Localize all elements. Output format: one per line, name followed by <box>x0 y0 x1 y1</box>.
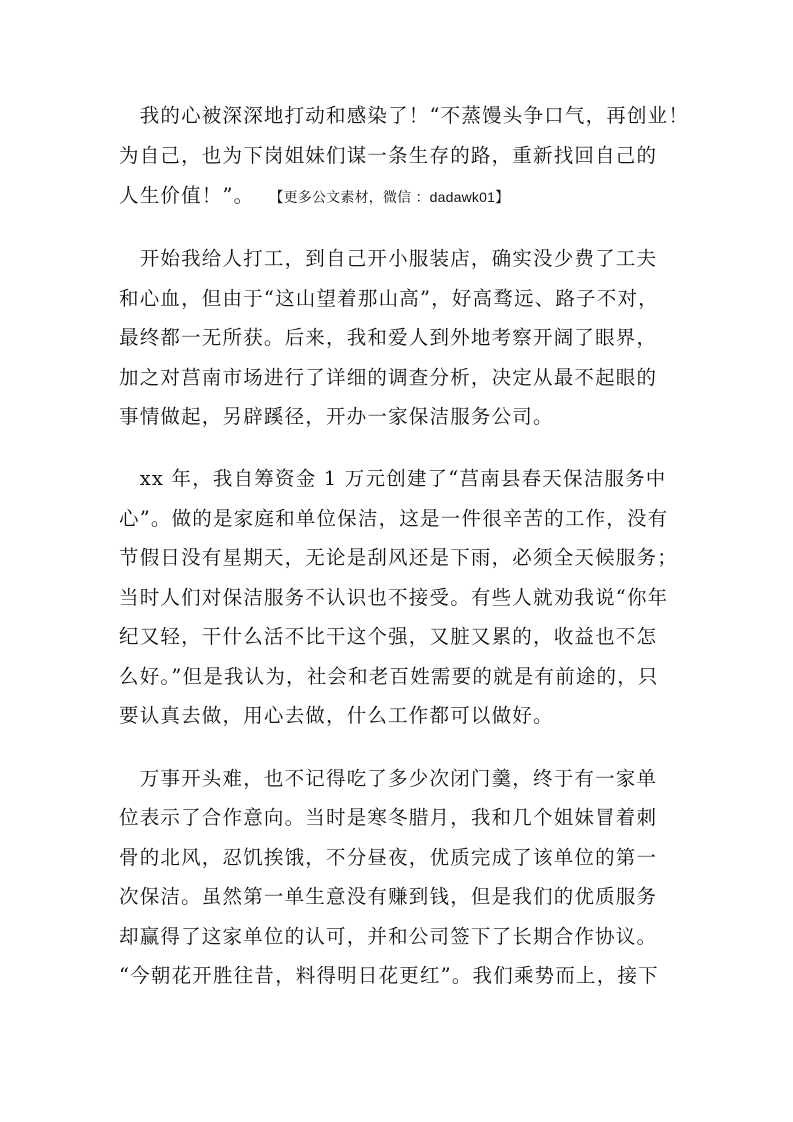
paragraph-2-line-1: 开始我给人打工，到自己开小服装店，确实没少费了工夫 <box>119 247 658 270</box>
paragraph-4-line-1: 万事开头难，也不记得吃了多少次闭门羹，终于有一家单 <box>119 767 658 790</box>
paragraph-3-line-4: 当时人们对保洁服务不认识也不接受。有些人就劝我说“你年 <box>119 586 669 609</box>
paragraph-2-line-2: 和心血，但由于“这山望着那山高”，好高骛远、路子不对， <box>119 287 659 310</box>
paragraph-3-line-6: 么好。”但是我认为，社会和老百姓需要的就是有前途的，只 <box>119 665 659 688</box>
paragraph-1-line-3-text: 人生价值！”。 <box>119 184 255 207</box>
paragraph-3-line-1: xx 年，我自筹资金 1 万元创建了“莒南县春天保洁服务中 <box>119 467 667 490</box>
paragraph-2-line-4: 加之对莒南市场进行了详细的调查分析，决定从最不起眼的 <box>119 366 658 389</box>
paragraph-2-line-5: 事情做起，另辟蹊径，开办一家保洁服务公司。 <box>119 405 554 428</box>
paragraph-1-line-1: 我的心被深深地打动和感染了！“不蒸馒头争口气，再创业！ <box>119 104 690 127</box>
paragraph-3-line-2: 心”。做的是家庭和单位保洁，这是一件很辛苦的工作，没有 <box>119 507 669 530</box>
paragraph-3-line-3: 节假日没有星期天，无论是刮风还是下雨，必须全天候服务； <box>119 546 678 569</box>
paragraph-4-line-6: “今朝花开胜往昔，料得明日花更红”。我们乘势而上，接下 <box>119 964 659 987</box>
paragraph-3-line-7: 要认真去做，用心去做，什么工作都可以做好。 <box>119 704 554 727</box>
paragraph-3-line-5: 纪又轻，干什么活不比干这个强，又脏又累的，收益也不怎 <box>119 625 658 648</box>
paragraph-4-line-2: 位表示了合作意向。当时是寒冬腊月，我和几个姐妹冒着刺 <box>119 806 658 829</box>
promo-note: 【更多公文素材，微信 ：dadawk01】 <box>276 189 510 205</box>
paragraph-4-line-4: 次保洁。虽然第一单生意没有赚到钱，但是我们的优质服务 <box>119 885 658 908</box>
paragraph-1-line-2: 为自己，也为下岗姐妹们谋一条生存的路，重新找回自己的 <box>119 144 658 167</box>
paragraph-4-line-3: 骨的北风，忍饥挨饿，不分昼夜，优质完成了该单位的第一 <box>119 846 658 869</box>
paragraph-2-line-3: 最终都一无所获。后来，我和爱人到外地考察开阔了眼界， <box>119 326 658 349</box>
paragraph-1-line-3 <box>119 184 679 209</box>
paragraph-4-line-5: 却赢得了这家单位的认可，并和公司签下了长期合作协议。 <box>119 925 658 948</box>
